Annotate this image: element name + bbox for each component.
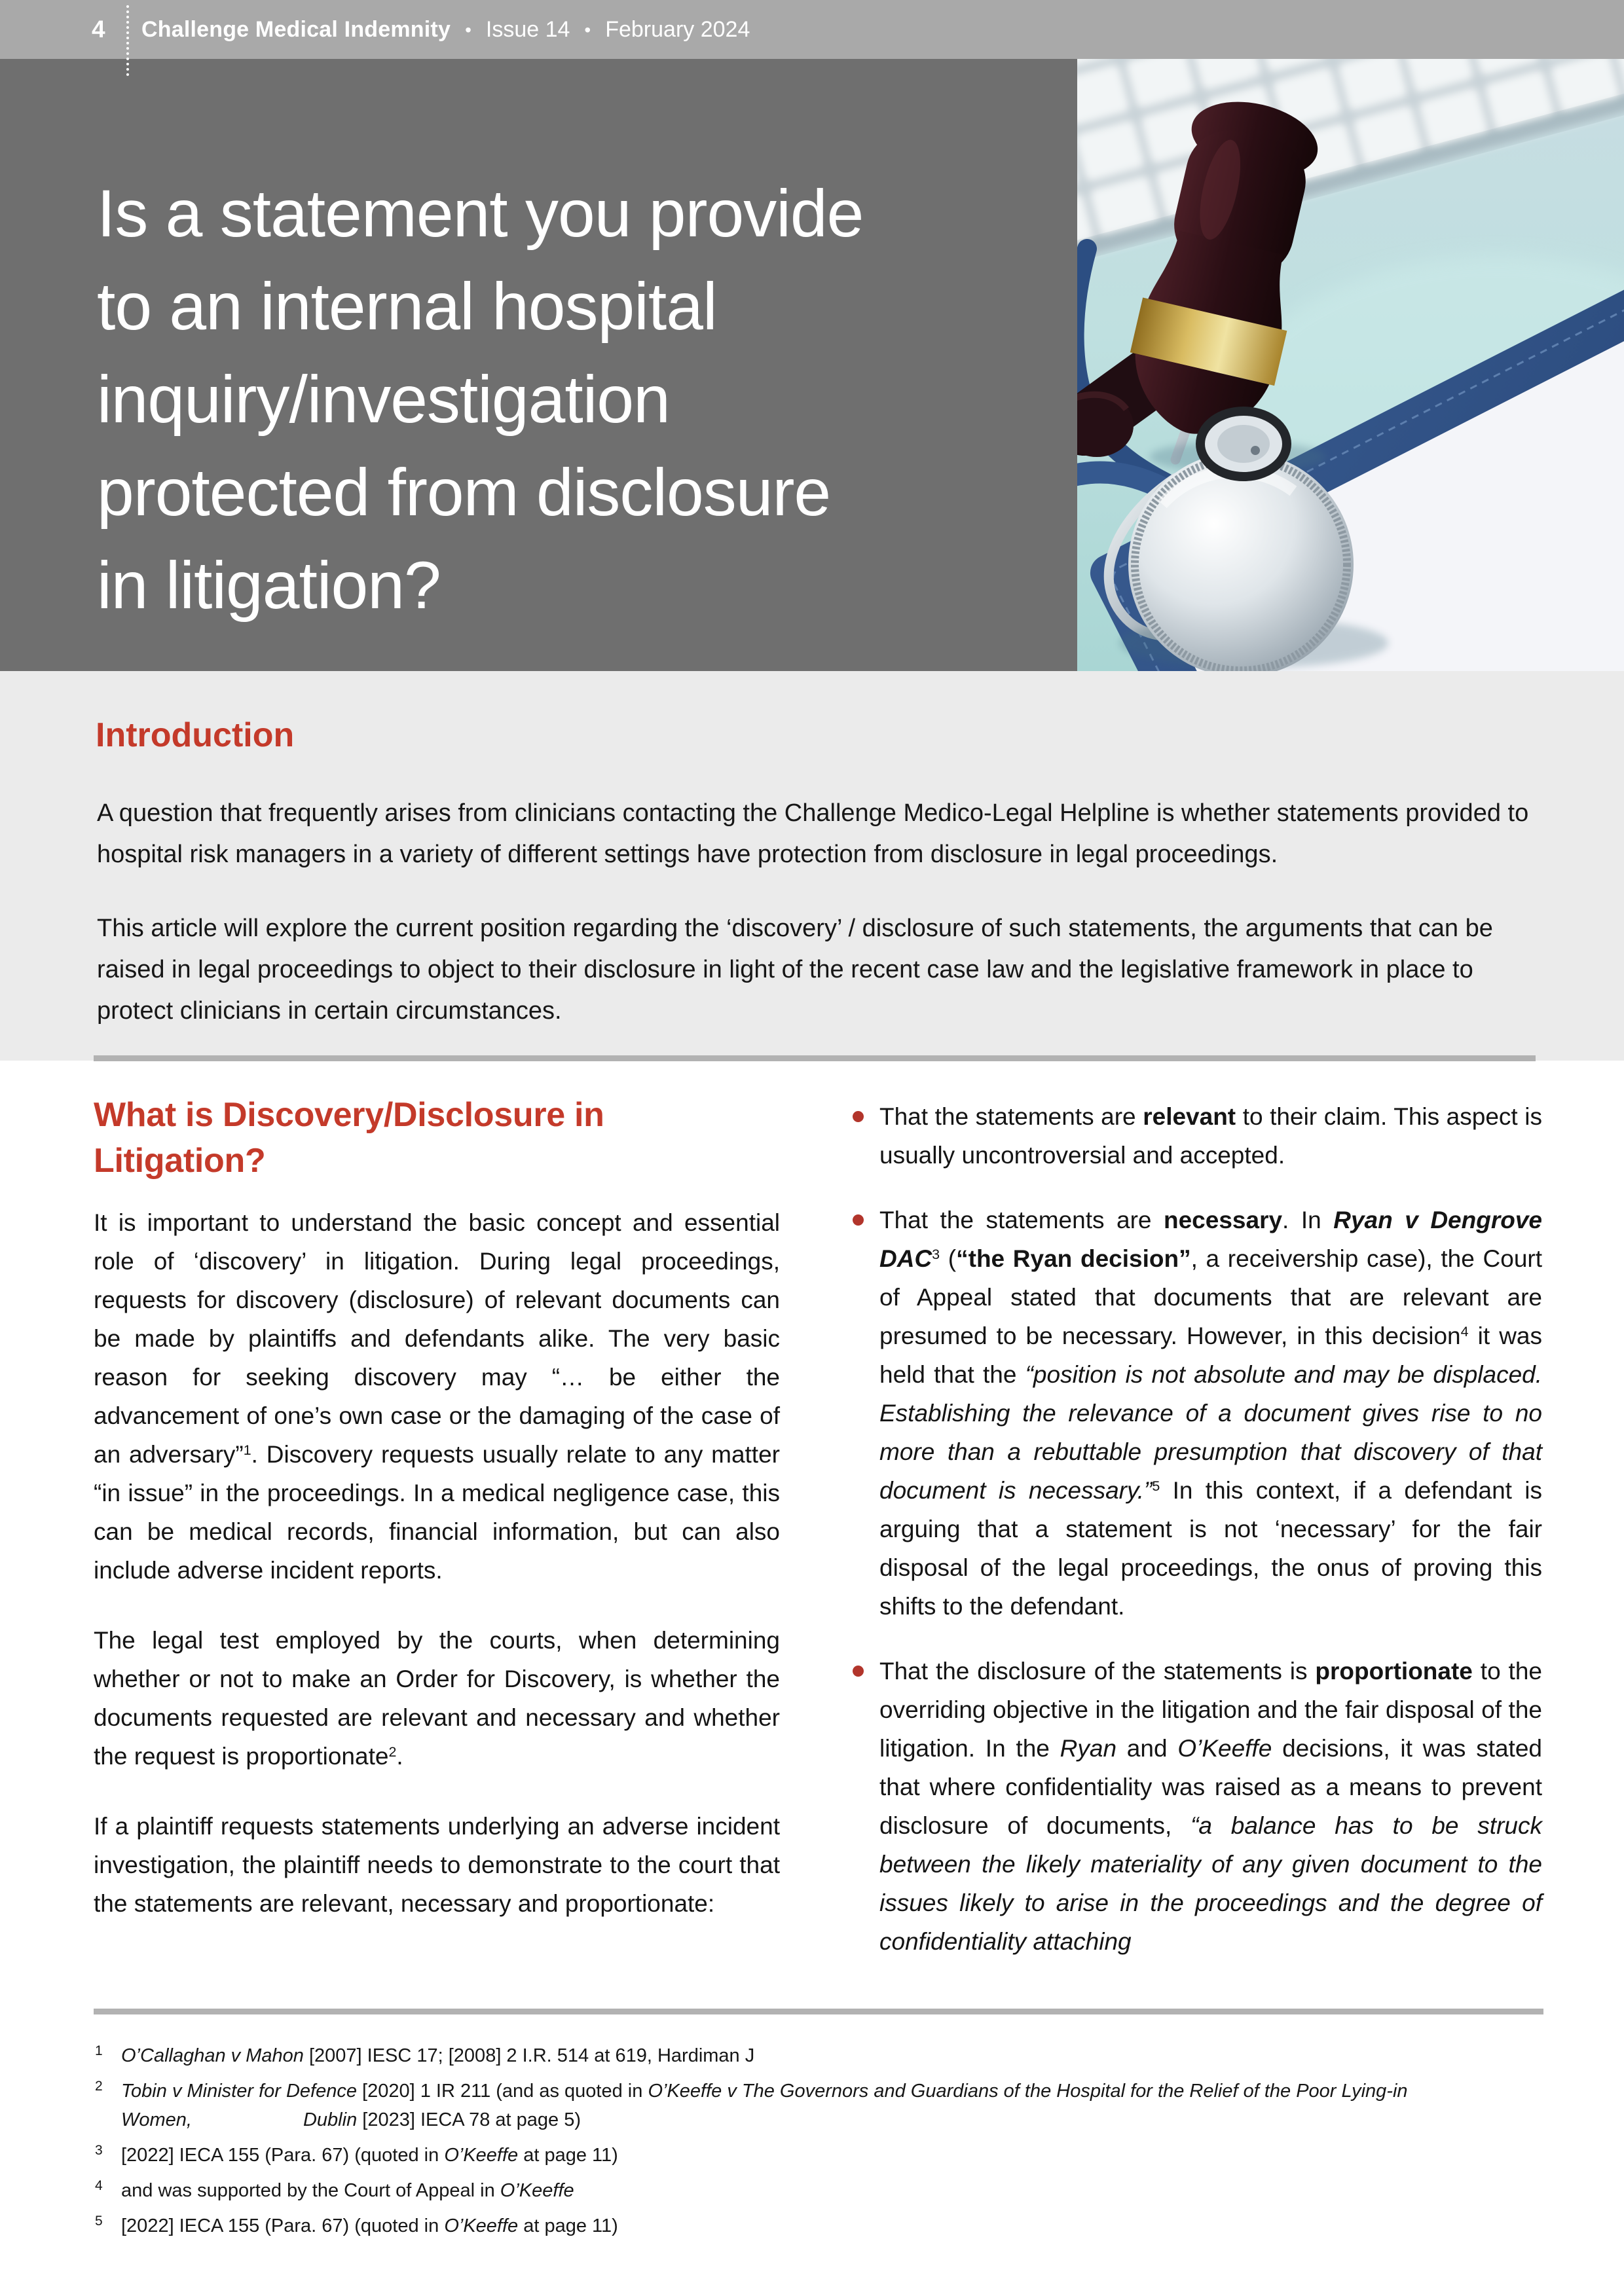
footnote-number: 3: [95, 2143, 103, 2158]
footnote-divider: [94, 2009, 1543, 2014]
intro-body: [97, 793, 1547, 1065]
article-title: [97, 167, 863, 632]
hero-photo-illustration: [1077, 59, 1624, 671]
article-column-left: [94, 1092, 780, 1954]
footnote: [94, 2212, 1560, 2240]
article-title-line: Is a statement you provide: [97, 176, 864, 251]
header-masthead: [141, 0, 750, 59]
footnote: [94, 2041, 1560, 2070]
footnote: [94, 2141, 1560, 2170]
body-paragraph: It is important to understand the basic concept and essential role of ‘discovery’ in litigation. During legal proceedings, requests for discovery (disclosure) of relevant documents can be made by plaintiffs and defendants alike. The very basic reason for seeking discovery may “… be either the advancement of one’s own case or the damaging of the case of an adversary”$^1$. Discovery requests usually relate to any matter “in issue” in the proceedings. In a medical negligence case, this can be medical records, financial information, but can also include adverse incident reports.: [94, 1209, 780, 1584]
brand-title: Challenge Medical Indemnity: [141, 16, 451, 42]
footnote: [94, 2077, 1560, 2134]
intro-paragraph: This article will explore the current position regarding the ‘discovery’ / disclosure of such statements, the arguments that can be raised in legal proceedings to object to their disclosure in light of the recent case law and the legislative framework in place to protect clinicians in certain circumstances.: [97, 915, 1493, 1025]
bullet-icon: [853, 1214, 864, 1226]
bullet-icon: [853, 1111, 864, 1122]
separator-dot-icon: •: [584, 20, 591, 40]
list-item-text: That the statements are relevant to their claim. This aspect is usually uncontroversial and accepted.: [879, 1103, 1542, 1169]
list-item-text: That the statements are necessary. In Ryan v Dengrove DAC$^3$ (“the Ryan decision”, a receivership case), the Court of Appeal stated that documents that are relevant are presumed to be necessary. However, in this decision$^4$ it was held that the “position is not absolute and may be displaced. Establishing the relevance of a document gives rise to no more than a rebuttable presumption that discovery of that document is necessary.”$^5$ In this context, if a defendant is arguing that a statement is not ‘necessary’ for the fair disposal of the legal proceedings, the onus of proving this shifts to the defendant.: [879, 1207, 1543, 1620]
footnote-number: 1: [95, 2043, 103, 2058]
section-divider: [94, 1055, 1536, 1061]
article-title-line: inquiry/investigation: [97, 362, 670, 437]
date-label: February 2024: [605, 16, 750, 42]
intro-heading: Introduction: [96, 716, 295, 754]
section-heading: What is Discovery/Disclosure in Litigation?: [94, 1096, 604, 1180]
list-item-text: That the disclosure of the statements is proportionate to the overriding objective in the litigation and the fair disposal of the litigation. In the Ryan and O’Keeffe decisions, it was stated that where confidentiality was raised as a means to prevent disclosure of documents, “a balance has to be struck between the likely materiality of any given document to the issues likely to arise in the proceedings and the degree of confidentiality attaching: [879, 1658, 1542, 1955]
footnote-number: 4: [95, 2178, 103, 2193]
footnote-text: O’Callaghan v Mahon [2007] IESC 17; [2008] 2 I.R. 514 at 619, Hardiman J: [121, 2045, 755, 2066]
body-paragraph: If a plaintiff requests statements underlying an adverse incident investigation, the plaintiff needs to demonstrate to the court that the statements are relevant, necessary and proportionate:: [94, 1813, 780, 1917]
footnote-number: 5: [95, 2214, 103, 2229]
dotted-divider: [126, 5, 129, 76]
issue-label: Issue 14: [485, 16, 570, 42]
footnote-number: 2: [95, 2079, 103, 2094]
article-title-line: to an internal hospital: [97, 269, 717, 344]
hero-section: [0, 59, 1624, 671]
header-bar: [0, 0, 1624, 59]
footnote-text: Tobin v Minister for Defence [2020] 1 IR 211 (and as quoted in O’Keeffe v The Governors and Guardians of the Hospital for the Relief of the Poor Lying-in Women, Dublin [2023] IECA 78 at page 5): [121, 2081, 1408, 2130]
list-item: [851, 1097, 1543, 1175]
intro-paragraph: A question that frequently arises from clinicians contacting the Challenge Medico-Legal Helpline is whether statements provided to hospital risk managers in a variety of different settings have protection from disclosure in legal proceedings.: [97, 799, 1529, 868]
bullet-icon: [853, 1666, 864, 1677]
list-item: [851, 1201, 1543, 1626]
body-paragraph: The legal test employed by the courts, when determining whether or not to make an Order for Discovery, is whether the documents requested are relevant and necessary and whether the request is proportionate$^2$.: [94, 1627, 780, 1770]
footnote-text: [2022] IECA 155 (Para. 67) (quoted in O’Keeffe at page 11): [121, 2145, 618, 2166]
intro-section: [0, 671, 1624, 1061]
page-number: 4: [92, 16, 105, 43]
footnote: [94, 2176, 1560, 2205]
article-column-right: [851, 1097, 1543, 1987]
hero-photo: [1077, 59, 1624, 671]
article-title-line: in litigation?: [97, 548, 441, 623]
list-item: [851, 1652, 1543, 1961]
footnotes: [94, 2041, 1560, 2247]
separator-dot-icon: •: [465, 20, 471, 40]
footnote-text: [2022] IECA 155 (Para. 67) (quoted in O’Keeffe at page 11): [121, 2215, 618, 2236]
footnote-text: and was supported by the Court of Appeal in O’Keeffe: [121, 2180, 574, 2201]
article-title-line: protected from disclosure: [97, 455, 831, 530]
